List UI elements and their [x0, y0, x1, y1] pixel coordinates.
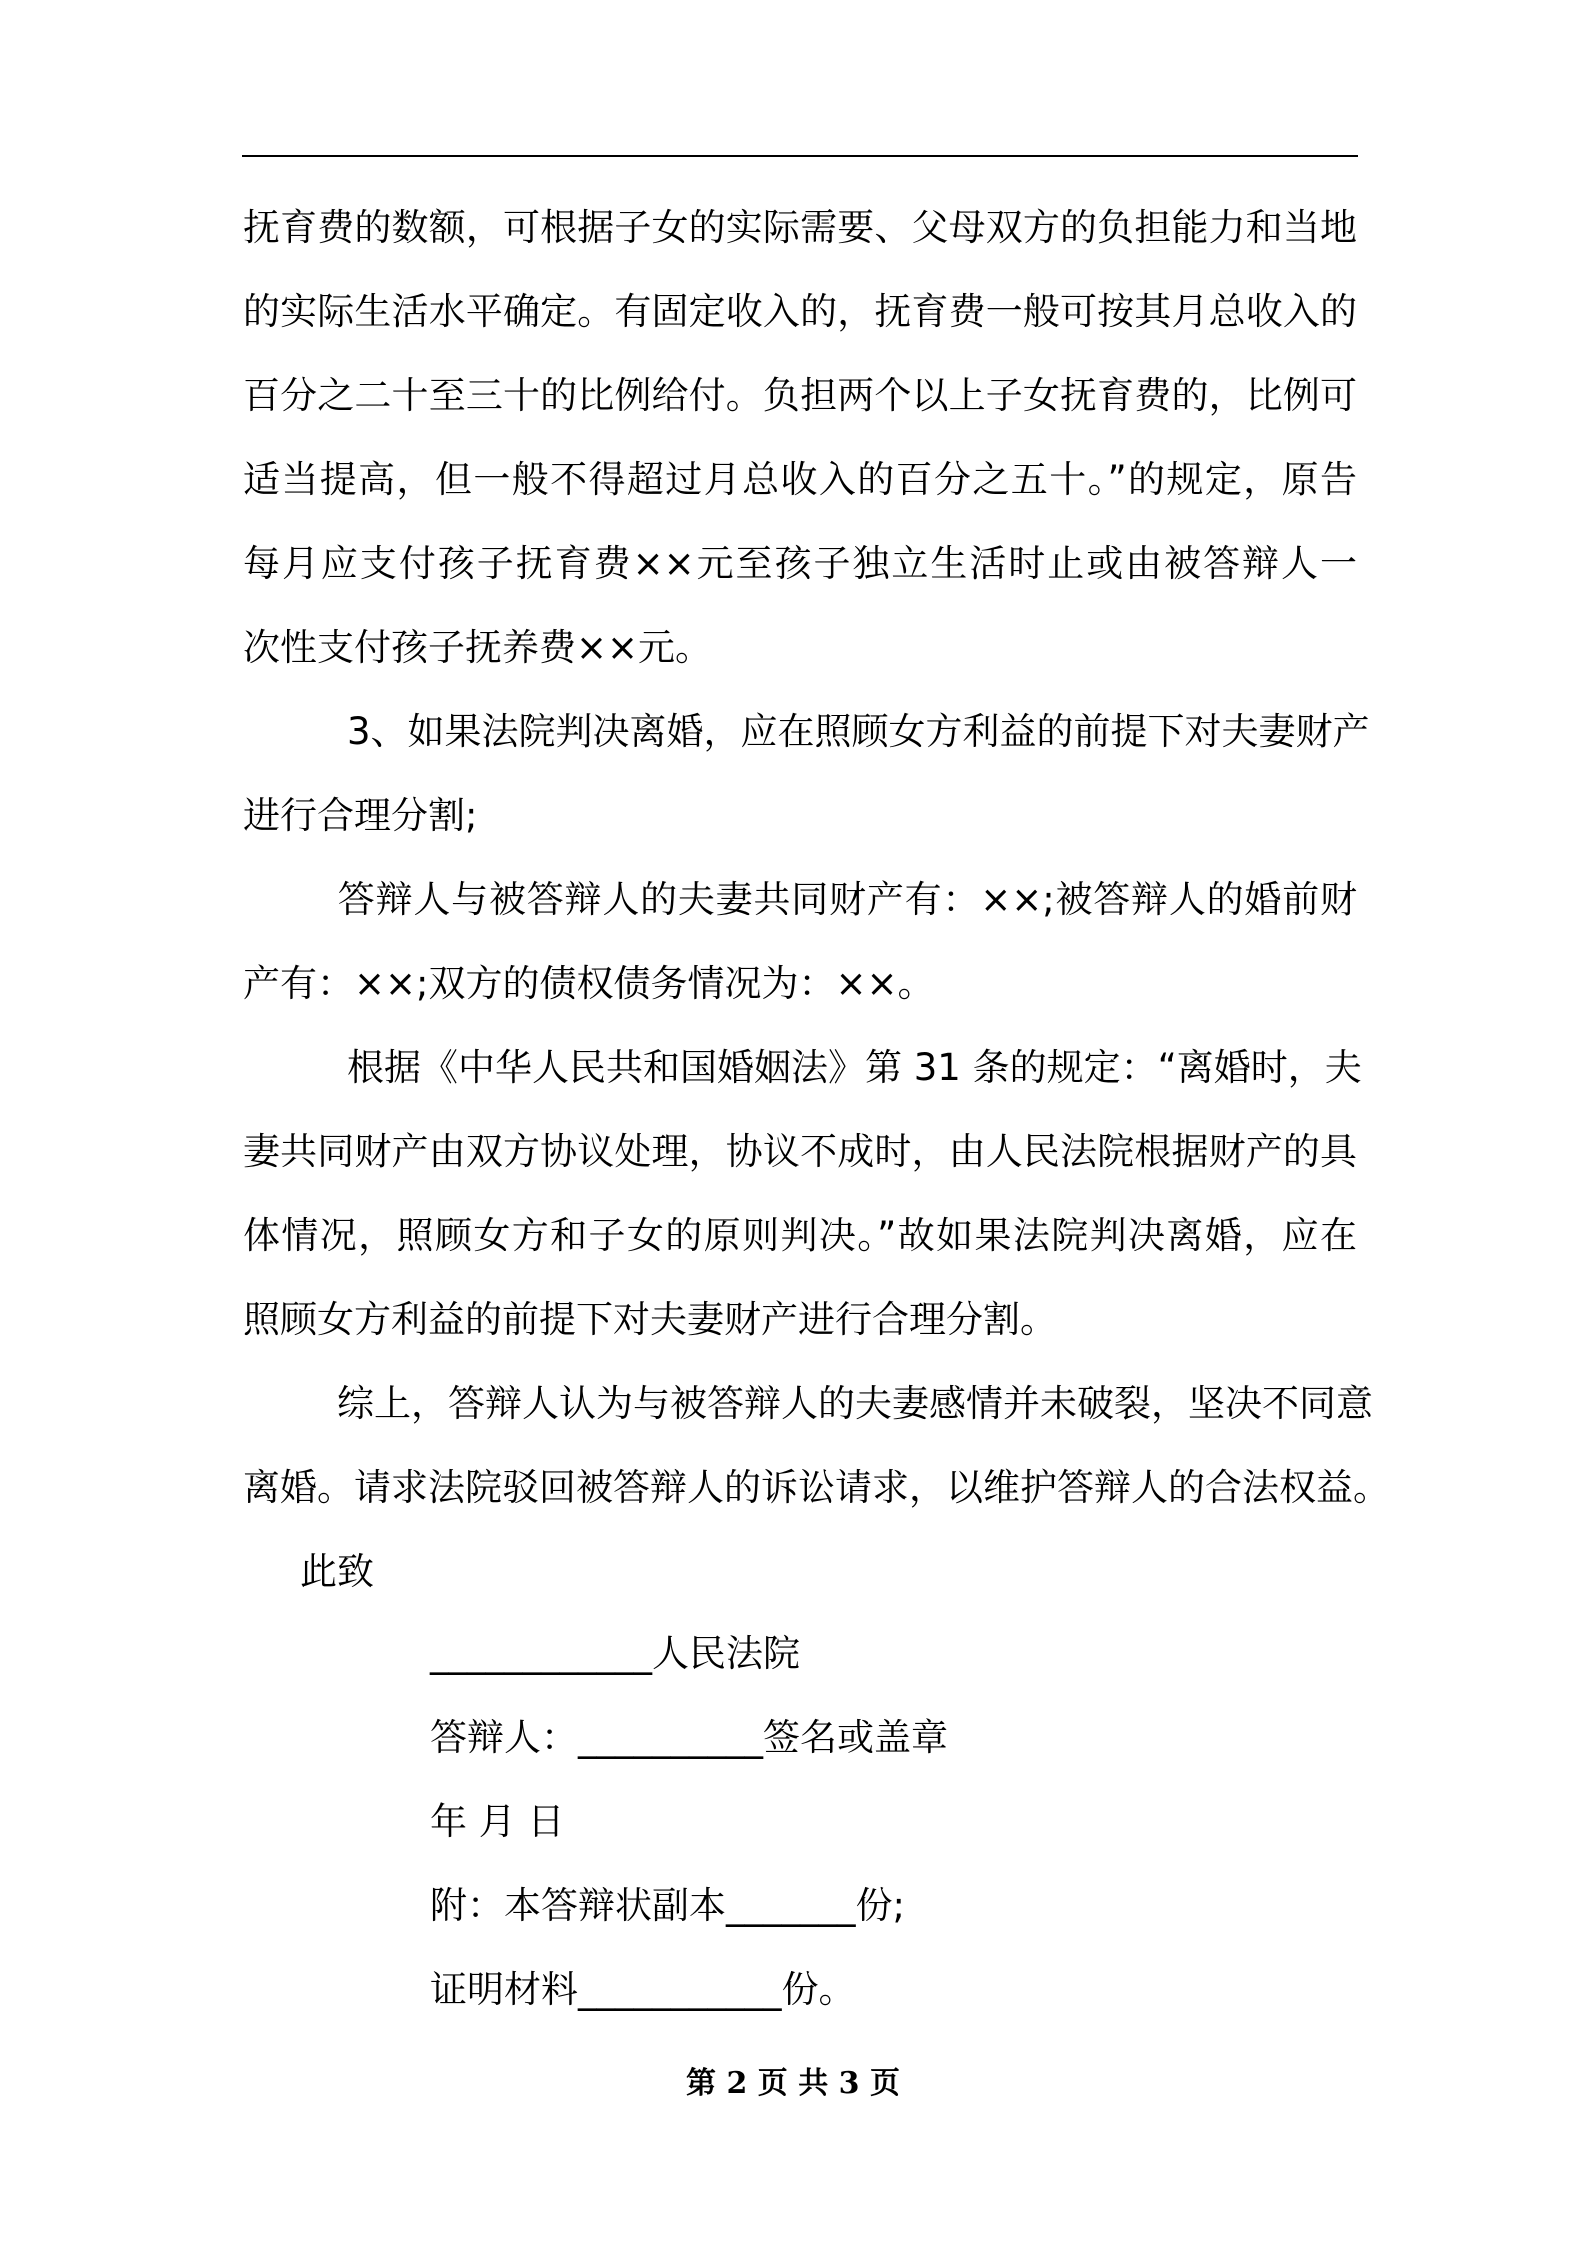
- evidence-line: 证明材料___________份。: [430, 1968, 856, 2011]
- body-line: 百分之二十至三十的比例给付。负担两个以上子女抚育费的，比例可: [243, 374, 1357, 417]
- body-line: 综上，答辩人认为与被答辩人的夫妻感情并未破裂，坚决不同意: [300, 1382, 1373, 1425]
- header-rule: [242, 155, 1358, 157]
- body-line: 的实际生活水平确定。有固定收入的，抚育费一般可按其月总收入的: [243, 290, 1357, 333]
- body-line: 适当提高，但一般不得超过月总收入的百分之五十。”的规定，原告: [243, 458, 1357, 501]
- body-line: 次性支付孩子抚养费××元。: [243, 626, 713, 669]
- body-line: 每月应支付孩子抚育费××元至孩子独立生活时止或由被答辩人一: [243, 542, 1357, 585]
- body-line: 抚育费的数额，可根据子女的实际需要、父母双方的负担能力和当地: [243, 206, 1357, 249]
- body-line: 进行合理分割;: [243, 794, 478, 837]
- page-indicator: 第 2 页 共 3 页: [686, 2066, 900, 2101]
- closing-salutation: 此致: [300, 1550, 374, 1593]
- attachment-copies-line: 附：本答辩状副本_______份;: [430, 1884, 905, 1927]
- respondent-signature-line: 答辩人：__________签名或盖章: [430, 1716, 948, 1759]
- body-line: 答辩人与被答辩人的夫妻共同财产有：××;被答辩人的婚前财: [300, 878, 1357, 921]
- body-line: 3、如果法院判决离婚，应在照顾女方利益的前提下对夫妻财产: [310, 710, 1370, 753]
- body-line: 照顾女方利益的前提下对夫妻财产进行合理分割。: [243, 1298, 1057, 1341]
- body-line: 离婚。请求法院驳回被答辩人的诉讼请求，以维护答辩人的合法权益。: [243, 1466, 1390, 1509]
- court-name-line: ____________人民法院: [430, 1632, 800, 1675]
- date-line: 年 月 日: [430, 1800, 565, 1843]
- body-line: 妻共同财产由双方协议处理，协议不成时，由人民法院根据财产的具: [243, 1130, 1357, 1173]
- body-line: 产有：××;双方的债权债务情况为：××。: [243, 962, 935, 1005]
- body-line: 体情况，照顾女方和子女的原则判决。”故如果法院判决离婚，应在: [243, 1214, 1357, 1257]
- body-line: 根据《中华人民共和国婚姻法》第 31 条的规定：“离婚时，夫: [310, 1046, 1362, 1089]
